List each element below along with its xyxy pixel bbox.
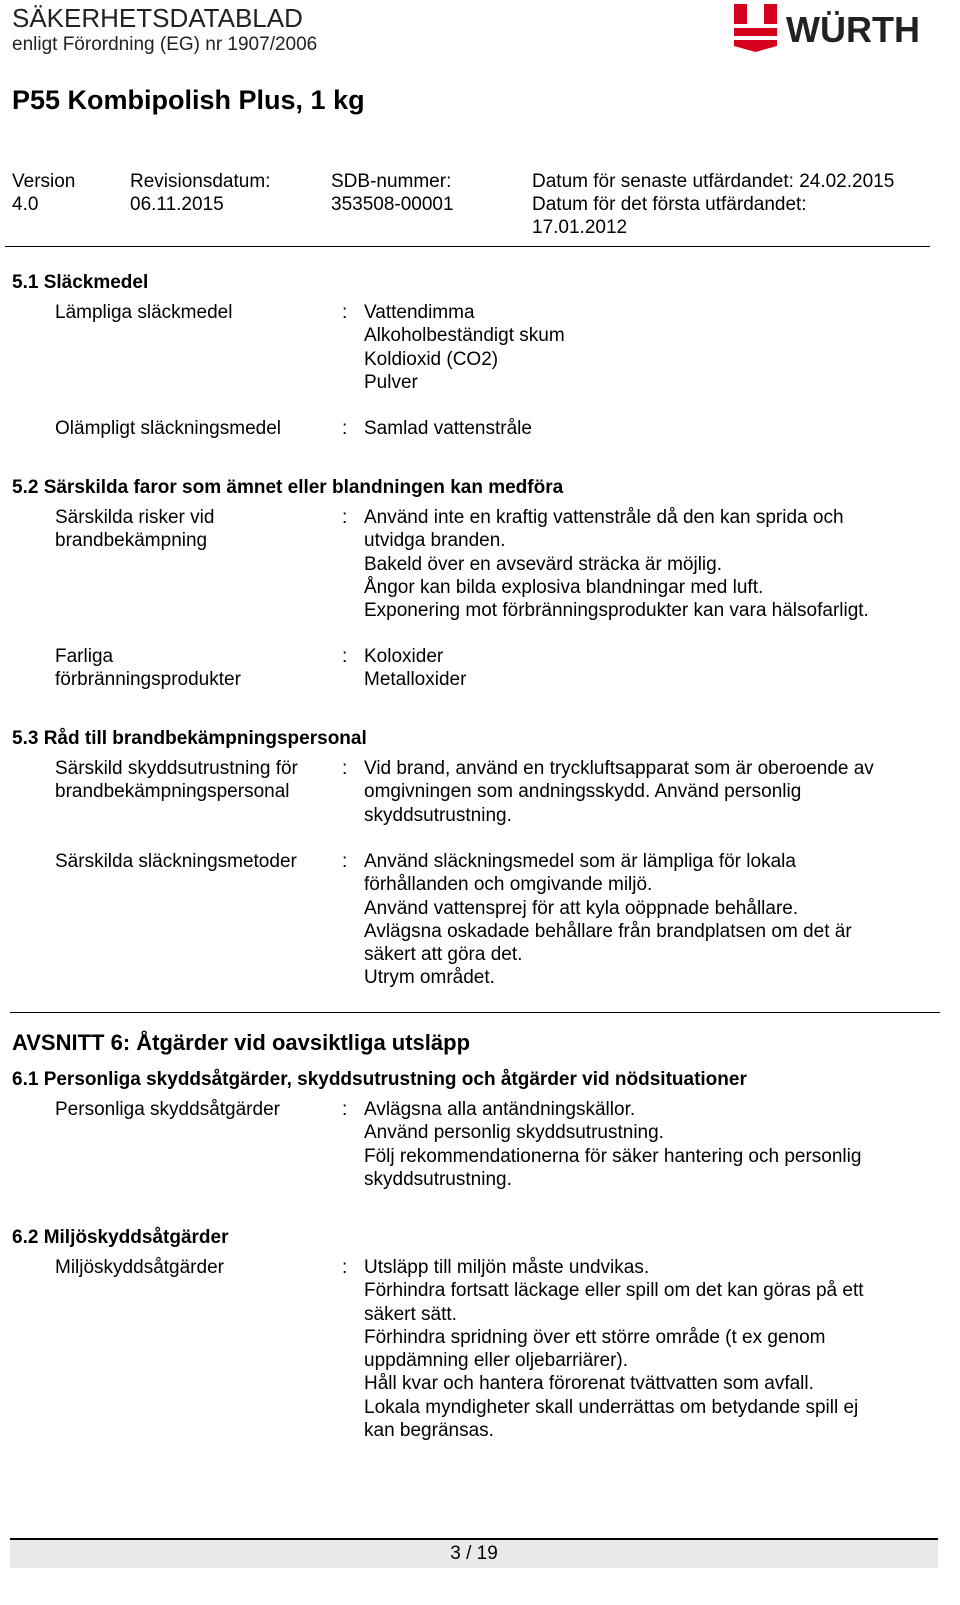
colon: : [342,851,348,872]
suitable-media-label: Lämpliga släckmedel [55,302,233,323]
section-5-2-title: 5.2 Särskilda faror som ämnet eller blandningen kan medföra [12,477,564,498]
value-line: Ångor kan bilda explosiva blandningar med luft. [364,576,764,598]
combustion-products-values [364,645,924,692]
environmental-precautions-values [364,1256,924,1442]
first-issue-label: Datum för det första utfärdandet: [532,194,807,215]
value-line: Använd släckningsmedel som är lämpliga för lokala [364,851,796,872]
unsuitable-media-value [364,417,924,440]
value-line: Använd inte en kraftig vattenstråle då den kan sprida och [364,507,844,528]
version-label: Version [12,171,76,192]
extinguishing-methods-values [364,850,924,990]
value-line: förhållanden och omgivande miljö. [364,874,653,896]
issue-dates-block [532,170,894,239]
label-line: brandbekämpning [55,530,208,552]
section-divider [10,1012,940,1013]
value-line: Följ rekommendationerna för säker hantering och personlig [364,1145,862,1167]
value-line: uppdämning eller oljebarriärer). [364,1350,629,1372]
section-5-1-title: 5.1 Släckmedel [12,272,149,293]
value-line: Avlägsna oskadade behållare från brandplatsen om det är [364,920,852,942]
wurth-logo [734,2,954,52]
value-line: kan begränsas. [364,1420,494,1442]
section-5-3-title: 5.3 Råd till brandbekämpningspersonal [12,728,367,749]
personal-precautions-values [364,1098,924,1191]
value-line: Förhindra fortsatt läckage eller spill om det kan göras på ett [364,1280,864,1302]
personal-precautions-label: Personliga skyddsåtgärder [55,1099,280,1120]
value-line: utvidga branden. [364,530,506,552]
value-line: Använd vattensprej för att kyla oöppnade behållare. [364,897,799,919]
value-line: Utsläpp till miljön måste undvikas. [364,1257,650,1278]
product-name: P55 Kombipolish Plus, 1 kg [12,85,365,115]
extinguishing-methods-label: Särskilda släckningsmetoder [55,851,297,872]
label-line: Särskild skyddsutrustning för [55,758,298,779]
logo-text: WÜRTH [786,9,920,50]
value-line: omgivningen som andningsskydd. Använd personlig [364,781,802,803]
revision-block [130,170,270,216]
value-line: Alkoholbeständigt skum [364,325,565,347]
latest-issue-date: Datum för senaste utfärdandet: 24.02.2015 [532,171,895,192]
page-footer [10,1538,938,1568]
first-issue-value: 17.01.2012 [532,217,628,238]
protective-equipment-label [55,757,330,804]
value-line: Använd personlig skyddsutrustning. [364,1122,664,1144]
header-divider [5,246,930,247]
section-6-2-title: 6.2 Miljöskyddsåtgärder [12,1227,229,1248]
colon: : [342,1257,348,1278]
sdb-block [331,170,454,216]
value-line: Vattendimma [364,302,475,323]
colon: : [342,758,348,779]
value-line: Exponering mot förbränningsprodukter kan vara hälsofarligt. [364,600,869,622]
version-value: 4.0 [12,194,39,215]
special-risks-values [364,506,924,622]
value-line: skyddsutrustning. [364,1168,512,1190]
label-line: Farliga [55,646,114,667]
value-line: Vid brand, använd en tryckluftsapparat som är oberoende av [364,758,874,779]
revision-label: Revisionsdatum: [130,171,271,192]
value-line: Lokala myndigheter skall underrättas om betydande spill ej [364,1396,859,1418]
label-line: Särskilda risker vid [55,507,215,528]
wurth-logo-icon [734,2,954,52]
value-line: Utrym området. [364,967,495,989]
value-line: Pulver [364,371,418,393]
revision-value: 06.11.2015 [130,194,224,215]
version-block [12,170,75,216]
combustion-products-label [55,645,330,692]
environmental-precautions-label: Miljöskyddsåtgärder [55,1257,224,1278]
value-line: säkert sätt. [364,1303,457,1325]
value-line: Metalloxider [364,669,467,691]
page-number: 3 / 19 [450,1543,498,1564]
document-subtitle: enligt Förordning (EG) nr 1907/2006 [12,34,318,55]
value-line: Koloxider [364,646,444,667]
colon: : [342,302,348,323]
label-line: brandbekämpningspersonal [55,781,290,803]
protective-equipment-values [364,757,924,827]
value-line: säkert att göra det. [364,944,523,966]
value-line: Håll kvar och hantera förorenat tvättvatten som avfall. [364,1373,814,1395]
document-title: SÄKERHETSDATABLAD [12,3,303,33]
special-risks-label [55,506,330,553]
value-line: Förhindra spridning över ett större område (t ex genom [364,1326,826,1348]
label-line: förbränningsprodukter [55,669,241,691]
colon: : [342,646,348,667]
value-line: Samlad vattenstråle [364,418,532,439]
value-line: skyddsutrustning. [364,804,512,826]
suitable-media-values [364,301,924,394]
colon: : [342,1099,348,1120]
sdb-value: 353508-00001 [331,194,454,215]
section-6-1-title: 6.1 Personliga skyddsåtgärder, skyddsutrustning och åtgärder vid nödsituationer [12,1069,747,1090]
section-6-title: AVSNITT 6: Åtgärder vid oavsiktliga utsläpp [12,1030,471,1055]
value-line: Koldioxid (CO2) [364,348,499,370]
value-line: Bakeld över en avsevärd sträcka är möjlig. [364,553,722,575]
value-line: Avlägsna alla antändningskällor. [364,1099,636,1120]
colon: : [342,418,348,439]
sdb-label: SDB-nummer: [331,171,452,192]
colon: : [342,507,348,528]
unsuitable-media-label: Olämpligt släckningsmedel [55,418,281,439]
